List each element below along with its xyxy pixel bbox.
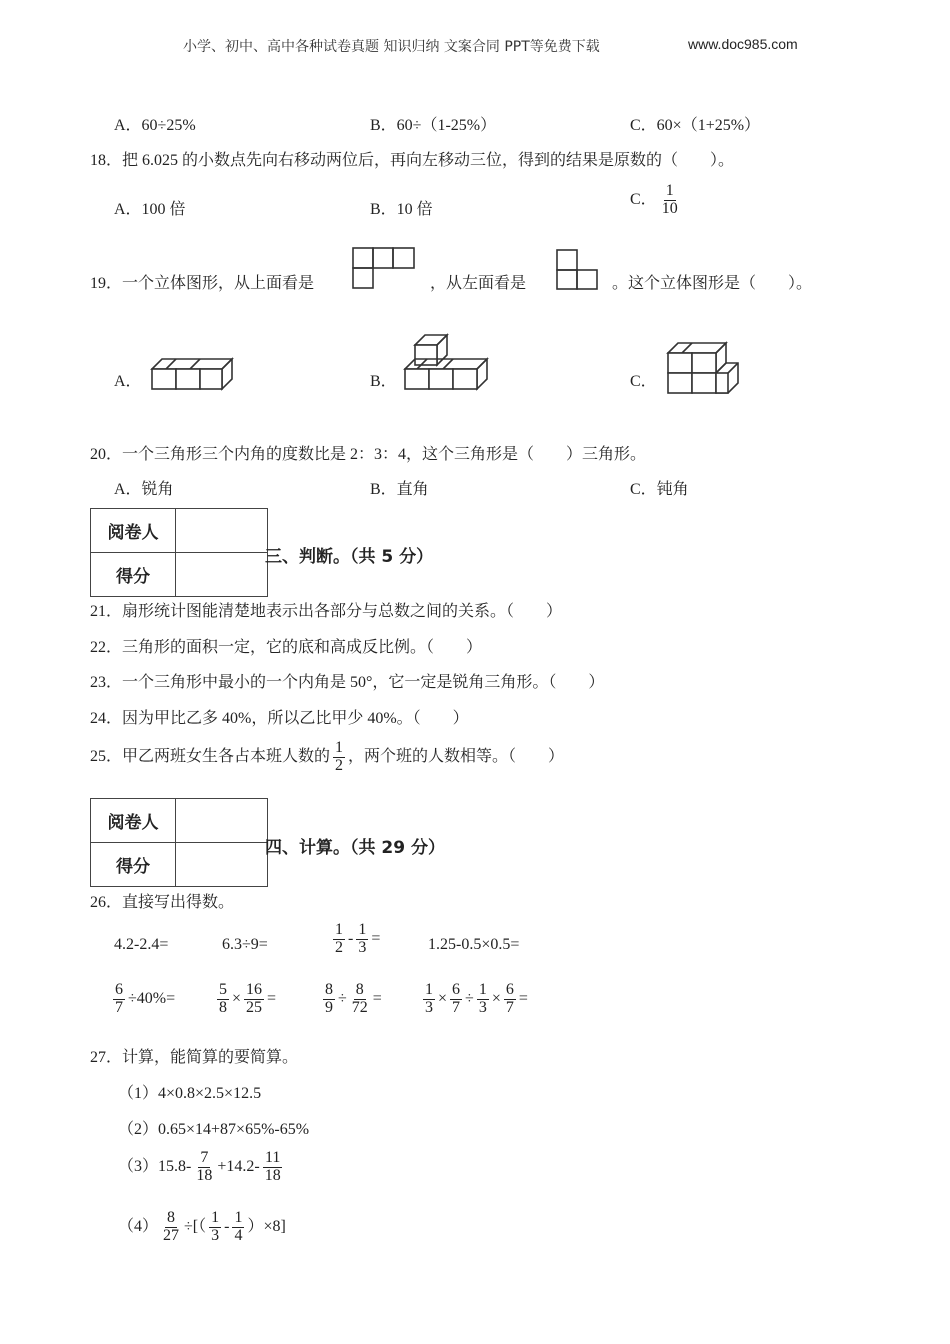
q27-part2: （2）0.65×14+87×65%-65% (118, 1121, 310, 1138)
q22: 22．三角形的面积一定，它的底和高成反比例。（ ） (90, 639, 483, 656)
reviewer-label: 阅卷人 (91, 799, 176, 843)
q19-option-b-label: B． (370, 373, 397, 390)
header-text: 小学、初中、高中各种试卷真题 知识归纳 文案合同 PPT等免费下载 (183, 39, 600, 55)
q26-r1c1: 4.2-2.4= (114, 936, 169, 953)
q18-stem: 18．把 6.025 的小数点先向右移动两位后，再向左移动三位，得到的结果是原数的（ ）。 (90, 152, 735, 169)
q19-left-view-figure (556, 249, 600, 291)
header-url[interactable]: www.doc985.com (688, 36, 798, 52)
q26-r2c2: $\frac{5}{8}$ × $\frac{16}{25}$ = (219, 981, 277, 1016)
q19-stem-part2: ，从左面看是 (430, 275, 527, 292)
q26-r2c3: $\frac{8}{9}$ ÷ $\frac{8}{72}$ = (325, 981, 382, 1016)
q25 (90, 740, 564, 775)
q19-option-c-label: C． (630, 373, 657, 390)
q19-option-c-figure (664, 340, 744, 396)
score-label: 得分 (91, 843, 176, 887)
reviewer-cell (176, 799, 268, 843)
score-table-section3 (90, 508, 268, 597)
q27-stem: 27．计算，能简算的要简算。 (90, 1049, 299, 1066)
q18-option-c-label: C． (630, 190, 657, 208)
q19-stem-part3: 。这个立体图形是（ ）。 (612, 275, 813, 292)
q20-option-a: A．锐角 (114, 481, 174, 498)
q20-stem: 20．一个三角形三个内角的度数比是 2：3：4，这个三角形是（ ）三角形。 (90, 446, 647, 463)
q19-option-a-label: A． (114, 373, 142, 390)
q26-r2c4: $\frac{1}{3}$ × $\frac{6}{7}$ ÷ $\frac{1}{3}$ × $\frac{6}{7}$ = (425, 981, 528, 1016)
q25-pre: 25．甲乙两班女生各占本班人数的 (90, 747, 331, 765)
q23: 23．一个三角形中最小的一个内角是 50°，它一定是锐角三角形。（ ） (90, 674, 605, 691)
q19-option-a-figure (148, 348, 238, 392)
q26-stem: 26．直接写出得数。 (90, 894, 235, 911)
q19-top-view-figure (352, 247, 416, 290)
q26-r1c3: $\frac{1}{2}$ - $\frac{1}{3}$ = (335, 921, 381, 956)
q25-post: ，两个班的人数相等。（ ） (348, 747, 565, 765)
q25-fraction: $\frac{1}{2}$ (335, 739, 344, 774)
q26-r2c1: $\frac{6}{7}$ ÷40%= (115, 981, 176, 1016)
score-cell (176, 843, 268, 887)
q18-option-b: B．10 倍 (370, 201, 433, 218)
q19-option-b-figure (401, 330, 491, 392)
score-cell (176, 553, 268, 597)
q20-option-b: B．直角 (370, 481, 429, 498)
q24: 24．因为甲比乙多 40%，所以乙比甲少 40%。（ ） (90, 710, 469, 727)
q27-part1: （1）4×0.8×2.5×12.5 (118, 1085, 262, 1102)
q27-part3: （3）15.8- $\frac{7}{18}$ +14.2- $\frac{11}{18}$ (118, 1149, 281, 1184)
q27-part4: （4） $\frac{8}{27}$ ÷[（ $\frac{1}{3}$ - $\frac{1}{4}$ ）×8] (118, 1209, 286, 1244)
score-table-section4 (90, 798, 268, 887)
reviewer-cell (176, 509, 268, 553)
q21: 21．扇形统计图能清楚地表示出各部分与总数之间的关系。（ ） (90, 603, 563, 620)
q18-option-c-fraction: $\frac{1}{10}$ (661, 182, 678, 217)
score-label: 得分 (91, 553, 176, 597)
section3-title: 三、判断。（共 5 分） (265, 547, 434, 567)
q17-option-a: A．60÷25% (114, 117, 196, 134)
q17-option-b: B．60÷（1-25%） (370, 117, 497, 134)
q26-r1c4: 1.25-0.5×0.5= (428, 936, 520, 953)
q18-option-c (630, 183, 683, 218)
q26-r1c2: 6.3÷9= (222, 936, 268, 953)
q17-option-c: C．60×（1+25%） (630, 117, 761, 134)
q18-option-a: A．100 倍 (114, 201, 186, 218)
reviewer-label: 阅卷人 (91, 509, 176, 553)
q19-stem-part1: 19．一个立体图形，从上面看是 (90, 275, 315, 292)
q20-option-c: C．钝角 (630, 481, 689, 498)
section4-title: 四、计算。（共 29 分） (265, 838, 445, 858)
